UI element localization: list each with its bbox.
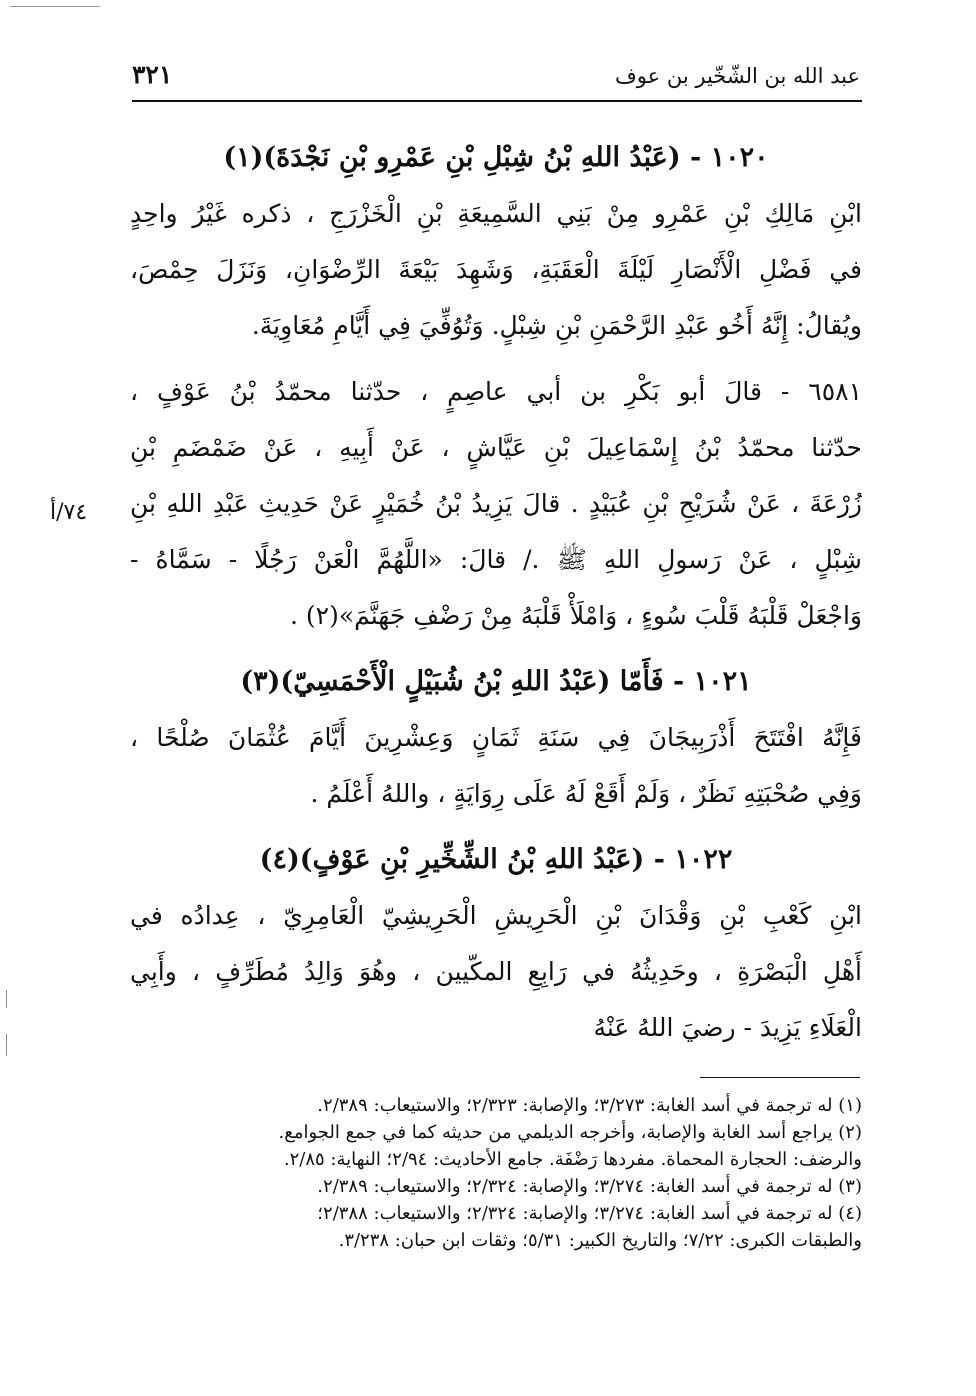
header-rule — [132, 100, 862, 102]
margin-manuscript-folio: ٧٤/أ — [50, 500, 88, 525]
hadith-line: حدّثنا محمّدُ بْنُ إِسْمَاعِيلَ بْنِ عَيَّاشٍ ، عَنْ أَبِيهِ ، عَنْ ضَمْضَمِ بْنِ — [130, 433, 862, 462]
footnote-continuation: والرضف: الحجارة المحماة. مفردها رَضْفَة. جامع الأحاديث: ٢/٩٤؛ النهاية: ٢/٨٥. — [283, 1149, 862, 1170]
main-text — [130, 130, 862, 1056]
footnote: (٣) له ترجمة في أسد الغابة: ٣/٢٧٤؛ والإصابة: ٢/٣٢٤؛ والاستيعاب: ٢/٣٨٩. — [317, 1176, 862, 1197]
hadith-line: وَاجْعَلْ قَلْبَهُ قَلْبَ سُوءٍ ، وَامْلَأْ قَلْبَهُ مِنْ رَضْفِ جَهَنَّمَ»(٢) . — [289, 601, 862, 630]
footnote-separator — [700, 1077, 860, 1078]
hadith-line: شِبْلٍ ، عَنْ رَسولِ اللهِ ﷺ ./ قالَ: «اللَّهُمَّ الْعَنْ رَجُلًا - سَمَّاهُ - — [130, 545, 862, 574]
hadith-line: ٦٥٨١ - قالَ أبو بَكْرِ بن أبي عاصِمٍ ، حدّثنا محمّدُ بْنُ عَوْفٍ ، — [130, 377, 862, 406]
text-line: أَهْلِ الْبَصْرَةِ ، وحَدِيثُهُ في رَابِعِ المكّيين ، وهُوَ وَالِدُ مُطَرِّفٍ ، وأَبِي — [130, 957, 862, 986]
text-line: ويُقالُ: إِنَّهُ أَخُو عَبْدِ الرَّحْمَنِ بْنِ شِبْلٍ. وَتُوُفِّيَ فِي أَيَّامِ مُعَاوِيَةَ. — [251, 311, 862, 340]
text-line: وَفِي صُحْبَتِهِ نَظَرٌ ، وَلَمْ أَقَعْ لَهُ عَلَى رِوَايَةٍ ، واللهُ أَعْلَمُ . — [310, 779, 862, 808]
footnotes — [130, 1092, 862, 1254]
text-line: الْعَلَاءِ يَزِيدَ - رضيَ اللهُ عَنْهُ — [593, 1013, 862, 1042]
footnote: (١) له ترجمة في أسد الغابة: ٣/٢٧٣؛ والإصابة: ٢/٣٢٣؛ والاستيعاب: ٢/٣٨٩. — [317, 1095, 862, 1116]
entry-heading: ١٠٢١ - فَأَمّا (عَبْدُ اللهِ بْنُ شُبَيْلٍ الْأَحْمَسِيّ)(٣) — [240, 666, 752, 697]
running-header-title: عبد الله بن الشّخّير بن عوف — [615, 64, 860, 88]
footnote: (٢) يراجع أسد الغابة والإصابة، وأخرجه الديلمي من حديثه كما في جمع الجوامع. — [278, 1122, 862, 1143]
text-line: في فَضْلِ الْأَنْصَارِ لَيْلَةَ الْعَقَبَةِ، وَشَهِدَ بَيْعَةَ الرِّضْوَانِ، وَنَزَلَ حِمْصَ، — [130, 255, 862, 284]
entry-heading: ١٠٢٢ - (عَبْدُ اللهِ بْنُ الشِّخِّيرِ بْنِ عَوْفٍ)(٤) — [259, 844, 733, 875]
footnote-continuation: والطبقات الكبرى: ٧/٢٢؛ والتاريخ الكبير: ٥/٣١؛ وثقات ابن حبان: ٣/٢٣٨. — [338, 1230, 862, 1251]
running-header — [132, 58, 860, 98]
page-number: ٣٢١ — [132, 60, 173, 89]
scan-edge-tick — [6, 1034, 7, 1056]
entry-heading: ١٠٢٠ - (عَبْدُ اللهِ بْنُ شِبْلِ بْنِ عَمْرِو بْنِ نَجْدَةَ)(١) — [223, 142, 769, 173]
scan-edge-line — [10, 6, 100, 7]
text-line: فَإِنَّهُ افْتَتَحَ أَذْرَبِيجَانَ فِي سَنَةِ ثَمَانٍ وَعِشْرِينَ أَيَّامَ عُثْمَانَ صُلْحًا ، — [130, 723, 862, 752]
text-line: ابْنِ مَالِكِ بْنِ عَمْرِو مِنْ بَنِي السَّمِيعَةِ بْنِ الْخَزْرَجِ ، ذكره غَيْرُ واحِدٍ — [130, 199, 862, 228]
scan-edge-tick — [6, 990, 7, 1008]
hadith-line: زُرْعَةَ ، عَنْ شُرَيْحِ بْنِ عُبَيْدٍ . قالَ يَزِيدُ بْنُ خُمَيْرٍ عَنْ حَدِيثِ عَبْدِ اللهِ بْنِ — [130, 489, 862, 518]
text-line: ابْنِ كَعْبِ بْنِ وَقْدَانَ بْنِ الْحَرِيشِ الْحَرِيشِيّ الْعَامِرِيّ ، عِدادُه في — [130, 901, 862, 930]
footnote: (٤) له ترجمة في أسد الغابة: ٣/٢٧٤؛ والإصابة: ٢/٣٢٤؛ والاستيعاب: ٢/٣٨٨؛ — [317, 1203, 862, 1224]
